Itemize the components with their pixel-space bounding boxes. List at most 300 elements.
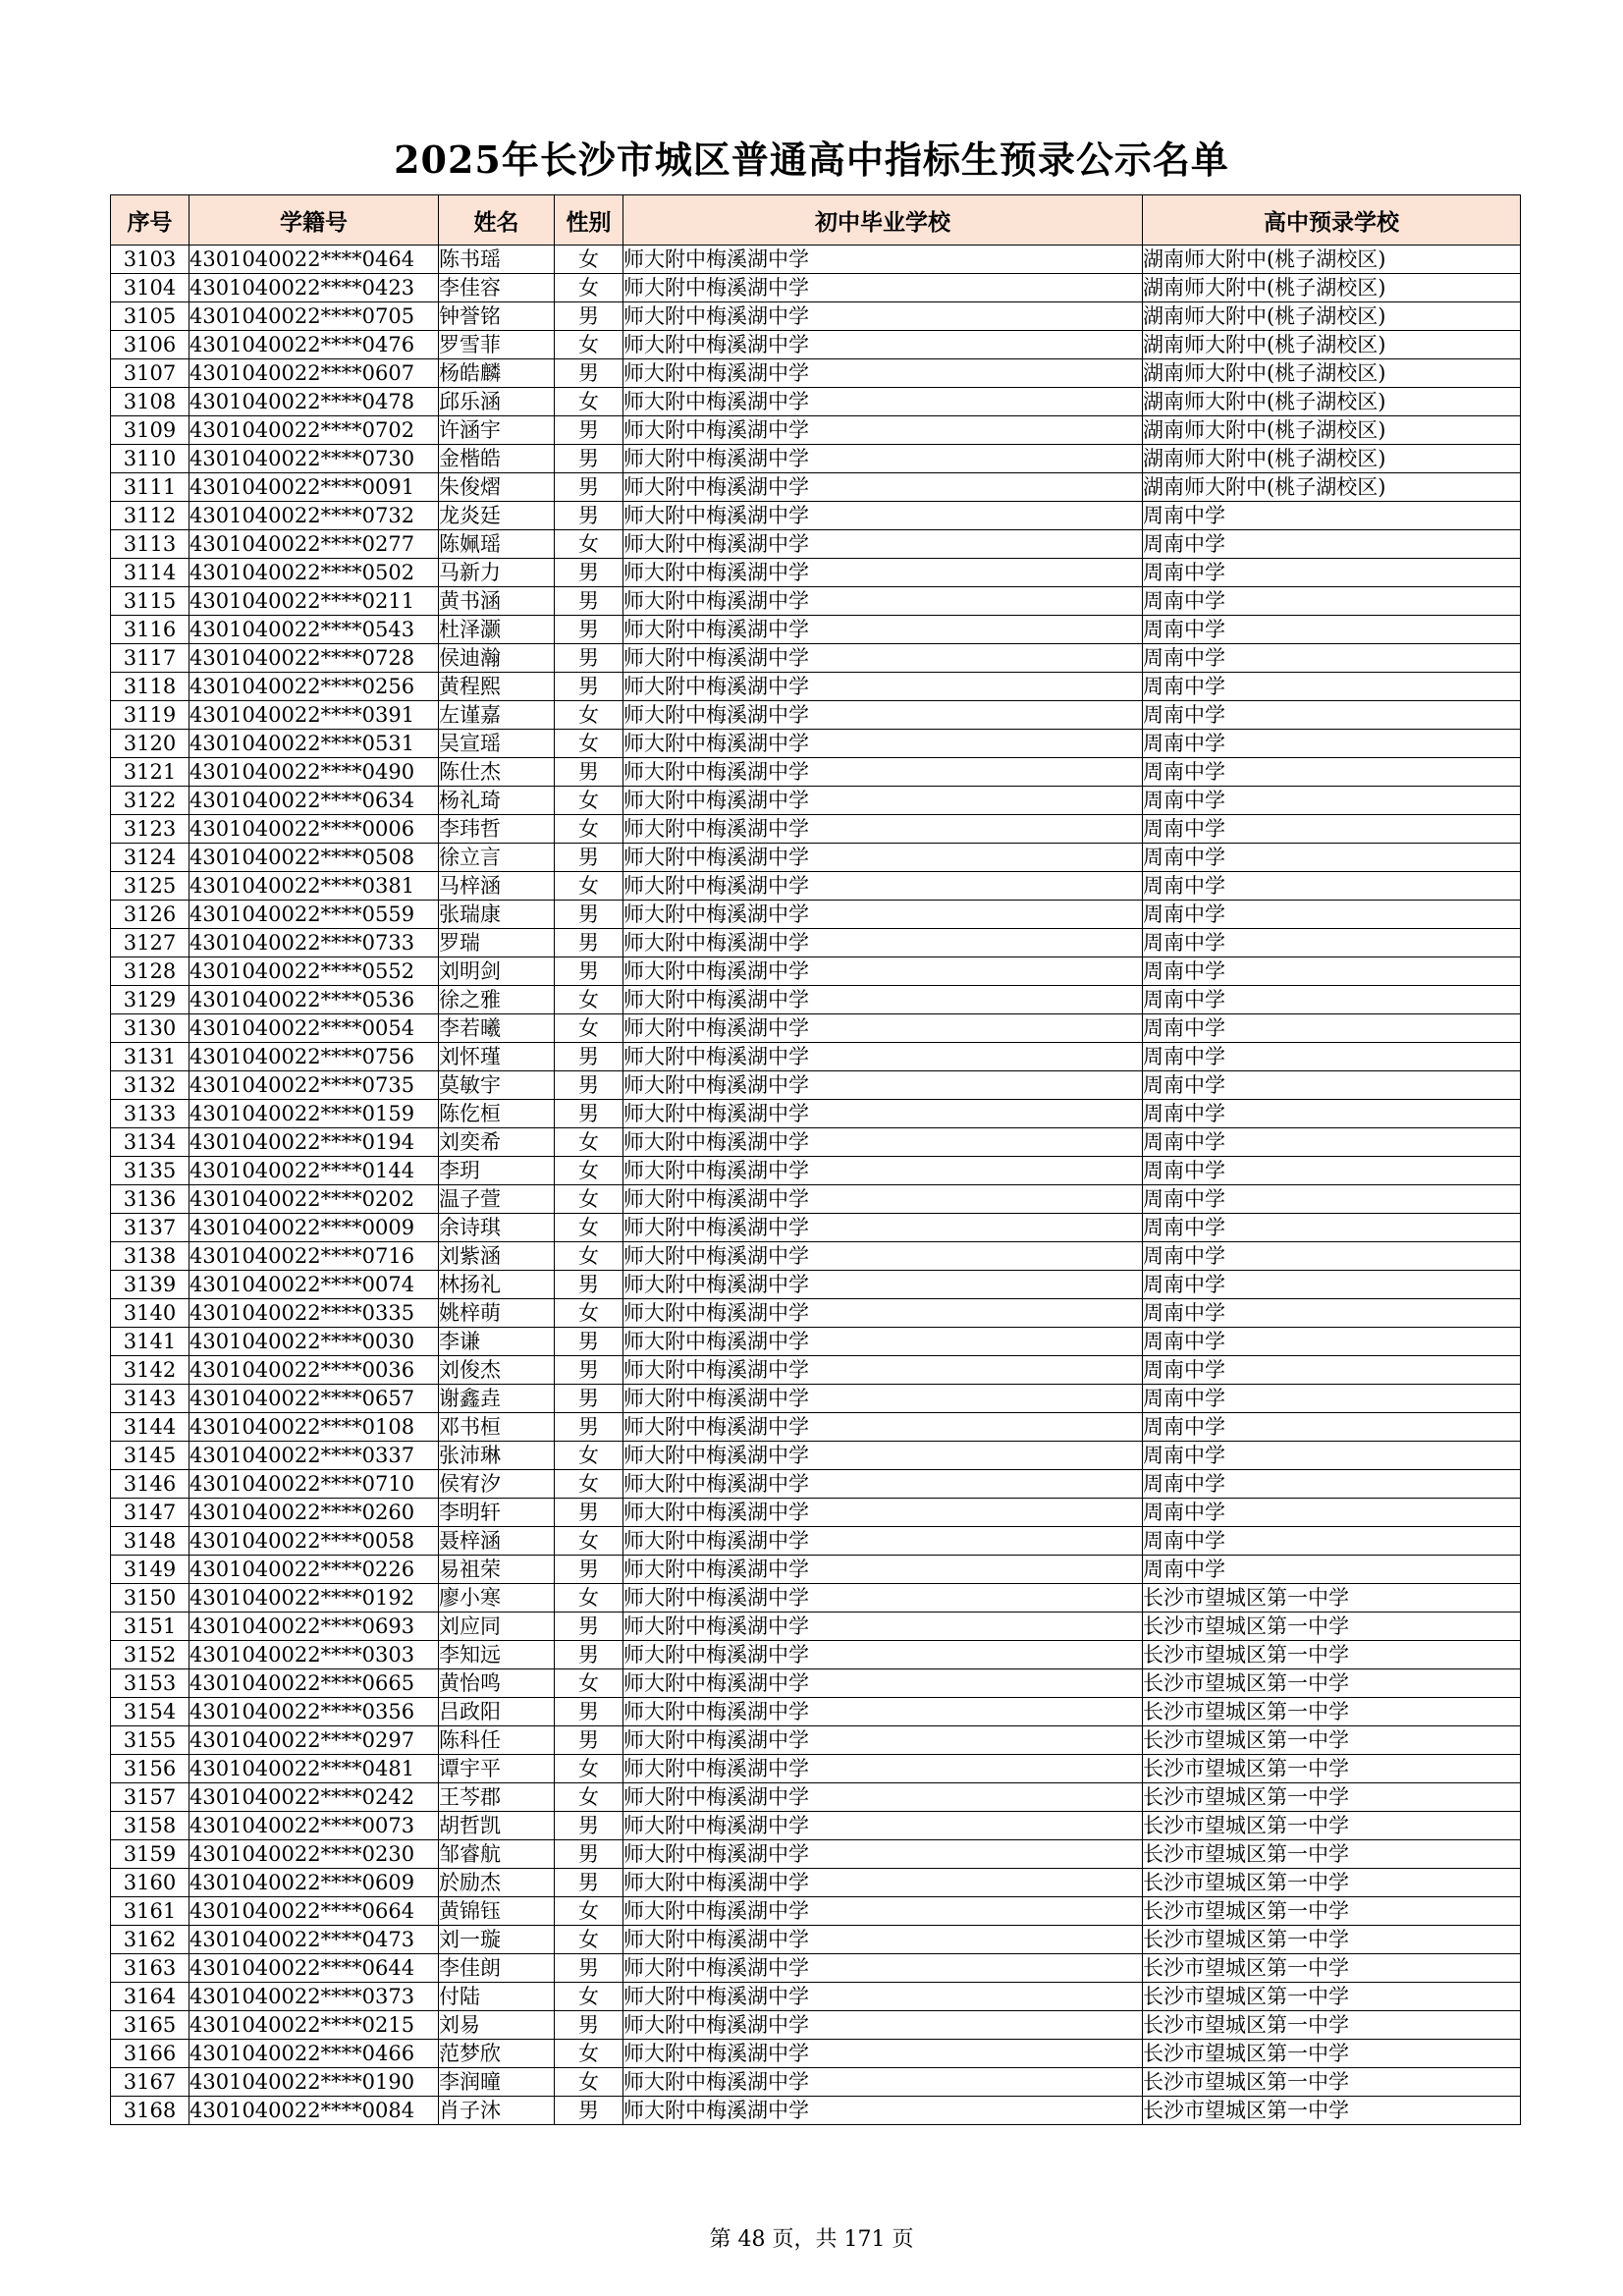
table-body (111, 246, 1521, 2125)
gender-cell: 女 (555, 1584, 623, 1613)
junior-school-cell: 师大附中梅溪湖中学 (623, 1897, 1143, 1926)
student-id-cell: 4301040022****0074 (189, 1271, 439, 1299)
student-name-cell: 陈仡桓 (439, 1100, 555, 1128)
junior-school-cell: 师大附中梅溪湖中学 (623, 1926, 1143, 1954)
serial-number-cell: 3154 (111, 1698, 189, 1726)
student-id-cell: 4301040022****0478 (189, 388, 439, 416)
senior-school-cell: 周南中学 (1143, 1271, 1521, 1299)
serial-number-cell: 3125 (111, 872, 189, 901)
student-name-cell: 黄锦钰 (439, 1897, 555, 1926)
junior-school-cell: 师大附中梅溪湖中学 (623, 1100, 1143, 1128)
junior-school-cell: 师大附中梅溪湖中学 (623, 1470, 1143, 1499)
table-row (111, 1755, 1521, 1783)
table-row (111, 1698, 1521, 1726)
serial-number-cell: 3145 (111, 1442, 189, 1470)
student-id-cell: 4301040022****0009 (189, 1214, 439, 1242)
table-row (111, 1926, 1521, 1954)
student-name-cell: 马新力 (439, 559, 555, 587)
serial-number-cell: 3148 (111, 1527, 189, 1556)
serial-number-cell: 3164 (111, 1983, 189, 2011)
junior-school-cell: 师大附中梅溪湖中学 (623, 1271, 1143, 1299)
gender-cell: 女 (555, 1755, 623, 1783)
serial-number-cell: 3104 (111, 274, 189, 302)
student-id-cell: 4301040022****0716 (189, 1242, 439, 1271)
senior-school-cell: 长沙市望城区第一中学 (1143, 1869, 1521, 1897)
student-name-cell: 刘怀瑾 (439, 1043, 555, 1071)
table-row (111, 2097, 1521, 2125)
student-id-cell: 4301040022****0732 (189, 502, 439, 530)
header-name: 姓名 (439, 195, 555, 246)
student-name-cell: 於励杰 (439, 1869, 555, 1897)
student-id-cell: 4301040022****0476 (189, 331, 439, 359)
table-row (111, 1157, 1521, 1185)
student-name-cell: 朱俊熠 (439, 473, 555, 502)
student-name-cell: 陈书瑶 (439, 246, 555, 274)
table-row (111, 2068, 1521, 2097)
junior-school-cell: 师大附中梅溪湖中学 (623, 1869, 1143, 1897)
gender-cell: 女 (555, 1983, 623, 2011)
student-id-cell: 4301040022****0144 (189, 1157, 439, 1185)
header-gender: 性别 (555, 195, 623, 246)
senior-school-cell: 长沙市望城区第一中学 (1143, 1669, 1521, 1698)
serial-number-cell: 3160 (111, 1869, 189, 1897)
junior-school-cell: 师大附中梅溪湖中学 (623, 872, 1143, 901)
serial-number-cell: 3156 (111, 1755, 189, 1783)
junior-school-cell: 师大附中梅溪湖中学 (623, 1954, 1143, 1983)
gender-cell: 女 (555, 1527, 623, 1556)
serial-number-cell: 3167 (111, 2068, 189, 2097)
student-id-cell: 4301040022****0108 (189, 1413, 439, 1442)
student-name-cell: 刘奕希 (439, 1128, 555, 1157)
serial-number-cell: 3147 (111, 1499, 189, 1527)
senior-school-cell: 周南中学 (1143, 872, 1521, 901)
junior-school-cell: 师大附中梅溪湖中学 (623, 530, 1143, 559)
table-row (111, 644, 1521, 673)
student-name-cell: 侯迪瀚 (439, 644, 555, 673)
senior-school-cell: 周南中学 (1143, 1442, 1521, 1470)
student-name-cell: 马梓涵 (439, 872, 555, 901)
senior-school-cell: 长沙市望城区第一中学 (1143, 2068, 1521, 2097)
gender-cell: 女 (555, 388, 623, 416)
student-name-cell: 李佳朗 (439, 1954, 555, 1983)
table-row (111, 1954, 1521, 1983)
table-row (111, 758, 1521, 787)
student-name-cell: 陈科任 (439, 1726, 555, 1755)
serial-number-cell: 3127 (111, 929, 189, 957)
student-name-cell: 张瑞康 (439, 901, 555, 929)
student-id-cell: 4301040022****0058 (189, 1527, 439, 1556)
senior-school-cell: 周南中学 (1143, 502, 1521, 530)
serial-number-cell: 3114 (111, 559, 189, 587)
table-row (111, 701, 1521, 730)
gender-cell: 女 (555, 1897, 623, 1926)
senior-school-cell: 周南中学 (1143, 957, 1521, 986)
table-row (111, 1185, 1521, 1214)
student-id-cell: 4301040022****0531 (189, 730, 439, 758)
student-name-cell: 龙炎廷 (439, 502, 555, 530)
gender-cell: 男 (555, 1271, 623, 1299)
student-id-cell: 4301040022****0665 (189, 1669, 439, 1698)
senior-school-cell: 周南中学 (1143, 758, 1521, 787)
student-id-cell: 4301040022****0730 (189, 445, 439, 473)
table-row (111, 2011, 1521, 2040)
serial-number-cell: 3161 (111, 1897, 189, 1926)
student-name-cell: 李若曦 (439, 1014, 555, 1043)
student-name-cell: 刘紫涵 (439, 1242, 555, 1271)
student-name-cell: 李润曈 (439, 2068, 555, 2097)
student-id-cell: 4301040022****0226 (189, 1556, 439, 1584)
junior-school-cell: 师大附中梅溪湖中学 (623, 1214, 1143, 1242)
table-row (111, 787, 1521, 815)
gender-cell: 女 (555, 701, 623, 730)
junior-school-cell: 师大附中梅溪湖中学 (623, 1128, 1143, 1157)
senior-school-cell: 长沙市望城区第一中学 (1143, 1840, 1521, 1869)
serial-number-cell: 3153 (111, 1669, 189, 1698)
student-name-cell: 黄书涵 (439, 587, 555, 616)
student-id-cell: 4301040022****0391 (189, 701, 439, 730)
table-row (111, 359, 1521, 388)
serial-number-cell: 3126 (111, 901, 189, 929)
gender-cell: 女 (555, 1242, 623, 1271)
senior-school-cell: 周南中学 (1143, 1157, 1521, 1185)
table-row (111, 502, 1521, 530)
table-row (111, 274, 1521, 302)
junior-school-cell: 师大附中梅溪湖中学 (623, 302, 1143, 331)
student-id-cell: 4301040022****0091 (189, 473, 439, 502)
junior-school-cell: 师大附中梅溪湖中学 (623, 1299, 1143, 1328)
senior-school-cell: 周南中学 (1143, 559, 1521, 587)
gender-cell: 女 (555, 1128, 623, 1157)
junior-school-cell: 师大附中梅溪湖中学 (623, 1328, 1143, 1356)
senior-school-cell: 湖南师大附中(桃子湖校区) (1143, 302, 1521, 331)
senior-school-cell: 周南中学 (1143, 787, 1521, 815)
student-name-cell: 侯宥汐 (439, 1470, 555, 1499)
student-name-cell: 廖小寒 (439, 1584, 555, 1613)
serial-number-cell: 3113 (111, 530, 189, 559)
table-row (111, 1783, 1521, 1812)
gender-cell: 男 (555, 2011, 623, 2040)
student-id-cell: 4301040022****0256 (189, 673, 439, 701)
junior-school-cell: 师大附中梅溪湖中学 (623, 1755, 1143, 1783)
table-row (111, 530, 1521, 559)
gender-cell: 男 (555, 1698, 623, 1726)
junior-school-cell: 师大附中梅溪湖中学 (623, 1499, 1143, 1527)
student-id-cell: 4301040022****0297 (189, 1726, 439, 1755)
senior-school-cell: 周南中学 (1143, 986, 1521, 1014)
student-id-cell: 4301040022****0657 (189, 1385, 439, 1413)
serial-number-cell: 3159 (111, 1840, 189, 1869)
student-id-cell: 4301040022****0735 (189, 1071, 439, 1100)
student-name-cell: 邓书桓 (439, 1413, 555, 1442)
header-serial-number: 序号 (111, 195, 189, 246)
junior-school-cell: 师大附中梅溪湖中学 (623, 1613, 1143, 1641)
gender-cell: 男 (555, 1641, 623, 1669)
table-row (111, 1442, 1521, 1470)
serial-number-cell: 3133 (111, 1100, 189, 1128)
senior-school-cell: 周南中学 (1143, 701, 1521, 730)
senior-school-cell: 周南中学 (1143, 1499, 1521, 1527)
serial-number-cell: 3141 (111, 1328, 189, 1356)
gender-cell: 男 (555, 302, 623, 331)
senior-school-cell: 周南中学 (1143, 1356, 1521, 1385)
junior-school-cell: 师大附中梅溪湖中学 (623, 1413, 1143, 1442)
serial-number-cell: 3115 (111, 587, 189, 616)
serial-number-cell: 3118 (111, 673, 189, 701)
student-name-cell: 温子萱 (439, 1185, 555, 1214)
junior-school-cell: 师大附中梅溪湖中学 (623, 701, 1143, 730)
junior-school-cell: 师大附中梅溪湖中学 (623, 1669, 1143, 1698)
senior-school-cell: 周南中学 (1143, 1100, 1521, 1128)
student-name-cell: 刘俊杰 (439, 1356, 555, 1385)
student-id-cell: 4301040022****0481 (189, 1755, 439, 1783)
senior-school-cell: 长沙市望城区第一中学 (1143, 2097, 1521, 2125)
gender-cell: 女 (555, 1185, 623, 1214)
gender-cell: 男 (555, 1812, 623, 1840)
table-row (111, 559, 1521, 587)
gender-cell: 女 (555, 1214, 623, 1242)
student-id-cell: 4301040022****0006 (189, 815, 439, 844)
student-name-cell: 谢鑫垚 (439, 1385, 555, 1413)
student-name-cell: 徐之雅 (439, 986, 555, 1014)
junior-school-cell: 师大附中梅溪湖中学 (623, 274, 1143, 302)
serial-number-cell: 3112 (111, 502, 189, 530)
serial-number-cell: 3130 (111, 1014, 189, 1043)
gender-cell: 男 (555, 1100, 623, 1128)
gender-cell: 男 (555, 616, 623, 644)
senior-school-cell: 长沙市望城区第一中学 (1143, 1584, 1521, 1613)
student-name-cell: 罗瑞 (439, 929, 555, 957)
header-student-id: 学籍号 (189, 195, 439, 246)
serial-number-cell: 3151 (111, 1613, 189, 1641)
gender-cell: 男 (555, 1869, 623, 1897)
gender-cell: 男 (555, 929, 623, 957)
gender-cell: 男 (555, 1840, 623, 1869)
serial-number-cell: 3106 (111, 331, 189, 359)
gender-cell: 男 (555, 673, 623, 701)
table-row (111, 957, 1521, 986)
table-row (111, 1356, 1521, 1385)
student-name-cell: 李玥 (439, 1157, 555, 1185)
serial-number-cell: 3137 (111, 1214, 189, 1242)
gender-cell: 男 (555, 1043, 623, 1071)
junior-school-cell: 师大附中梅溪湖中学 (623, 1014, 1143, 1043)
student-id-cell: 4301040022****0543 (189, 616, 439, 644)
table-row (111, 587, 1521, 616)
gender-cell: 男 (555, 1726, 623, 1755)
student-name-cell: 吕政阳 (439, 1698, 555, 1726)
gender-cell: 女 (555, 1926, 623, 1954)
table-row (111, 445, 1521, 473)
serial-number-cell: 3144 (111, 1413, 189, 1442)
table-row (111, 1726, 1521, 1755)
gender-cell: 男 (555, 1954, 623, 1983)
student-name-cell: 杨皓麟 (439, 359, 555, 388)
student-name-cell: 徐立言 (439, 844, 555, 872)
gender-cell: 男 (555, 587, 623, 616)
gender-cell: 女 (555, 1014, 623, 1043)
table-row (111, 1527, 1521, 1556)
senior-school-cell: 周南中学 (1143, 1413, 1521, 1442)
serial-number-cell: 3119 (111, 701, 189, 730)
junior-school-cell: 师大附中梅溪湖中学 (623, 844, 1143, 872)
senior-school-cell: 周南中学 (1143, 1185, 1521, 1214)
student-name-cell: 陈姵瑶 (439, 530, 555, 559)
student-id-cell: 4301040022****0607 (189, 359, 439, 388)
senior-school-cell: 长沙市望城区第一中学 (1143, 1783, 1521, 1812)
student-id-cell: 4301040022****0192 (189, 1584, 439, 1613)
serial-number-cell: 3140 (111, 1299, 189, 1328)
student-id-cell: 4301040022****0277 (189, 530, 439, 559)
gender-cell: 男 (555, 1385, 623, 1413)
serial-number-cell: 3165 (111, 2011, 189, 2040)
gender-cell: 女 (555, 787, 623, 815)
gender-cell: 男 (555, 445, 623, 473)
junior-school-cell: 师大附中梅溪湖中学 (623, 1983, 1143, 2011)
serial-number-cell: 3109 (111, 416, 189, 445)
senior-school-cell: 长沙市望城区第一中学 (1143, 1897, 1521, 1926)
serial-number-cell: 3139 (111, 1271, 189, 1299)
table-row (111, 1385, 1521, 1413)
gender-cell: 女 (555, 331, 623, 359)
page-title: 2025年长沙市城区普通高中指标生预录公示名单 (394, 137, 1229, 182)
student-id-cell: 4301040022****0373 (189, 1983, 439, 2011)
junior-school-cell: 师大附中梅溪湖中学 (623, 986, 1143, 1014)
senior-school-cell: 长沙市望城区第一中学 (1143, 1641, 1521, 1669)
serial-number-cell: 3135 (111, 1157, 189, 1185)
student-name-cell: 谭宇平 (439, 1755, 555, 1783)
table-row (111, 1271, 1521, 1299)
junior-school-cell: 师大附中梅溪湖中学 (623, 2040, 1143, 2068)
serial-number-cell: 3131 (111, 1043, 189, 1071)
senior-school-cell: 周南中学 (1143, 730, 1521, 758)
student-name-cell: 刘应同 (439, 1613, 555, 1641)
junior-school-cell: 师大附中梅溪湖中学 (623, 331, 1143, 359)
senior-school-cell: 周南中学 (1143, 901, 1521, 929)
junior-school-cell: 师大附中梅溪湖中学 (623, 559, 1143, 587)
table-row (111, 929, 1521, 957)
serial-number-cell: 3158 (111, 1812, 189, 1840)
student-name-cell: 莫敏宇 (439, 1071, 555, 1100)
table-row (111, 2040, 1521, 2068)
student-id-cell: 4301040022****0194 (189, 1128, 439, 1157)
junior-school-cell: 师大附中梅溪湖中学 (623, 1527, 1143, 1556)
senior-school-cell: 周南中学 (1143, 1385, 1521, 1413)
table-row (111, 1840, 1521, 1869)
table-row (111, 1071, 1521, 1100)
student-id-cell: 4301040022****0423 (189, 274, 439, 302)
student-list-table (110, 194, 1521, 2125)
student-id-cell: 4301040022****0728 (189, 644, 439, 673)
junior-school-cell: 师大附中梅溪湖中学 (623, 929, 1143, 957)
gender-cell: 男 (555, 502, 623, 530)
student-id-cell: 4301040022****0644 (189, 1954, 439, 1983)
table-row (111, 1897, 1521, 1926)
gender-cell: 男 (555, 1356, 623, 1385)
student-id-cell: 4301040022****0215 (189, 2011, 439, 2040)
table-row (111, 1100, 1521, 1128)
table-row (111, 1499, 1521, 1527)
table-row (111, 1214, 1521, 1242)
gender-cell: 女 (555, 530, 623, 559)
student-id-cell: 4301040022****0634 (189, 787, 439, 815)
gender-cell: 女 (555, 1299, 623, 1328)
senior-school-cell: 周南中学 (1143, 1328, 1521, 1356)
table-row (111, 1413, 1521, 1442)
student-id-cell: 4301040022****0702 (189, 416, 439, 445)
gender-cell: 女 (555, 730, 623, 758)
serial-number-cell: 3142 (111, 1356, 189, 1385)
senior-school-cell: 周南中学 (1143, 1128, 1521, 1157)
table-row (111, 1983, 1521, 2011)
senior-school-cell: 周南中学 (1143, 673, 1521, 701)
senior-school-cell: 周南中学 (1143, 1014, 1521, 1043)
student-id-cell: 4301040022****0159 (189, 1100, 439, 1128)
junior-school-cell: 师大附中梅溪湖中学 (623, 957, 1143, 986)
senior-school-cell: 周南中学 (1143, 1071, 1521, 1100)
student-id-cell: 4301040022****0337 (189, 1442, 439, 1470)
student-name-cell: 刘易 (439, 2011, 555, 2040)
junior-school-cell: 师大附中梅溪湖中学 (623, 644, 1143, 673)
serial-number-cell: 3149 (111, 1556, 189, 1584)
senior-school-cell: 周南中学 (1143, 1043, 1521, 1071)
senior-school-cell: 长沙市望城区第一中学 (1143, 1954, 1521, 1983)
junior-school-cell: 师大附中梅溪湖中学 (623, 502, 1143, 530)
senior-school-cell: 周南中学 (1143, 530, 1521, 559)
serial-number-cell: 3138 (111, 1242, 189, 1271)
serial-number-cell: 3117 (111, 644, 189, 673)
gender-cell: 男 (555, 644, 623, 673)
student-id-cell: 4301040022****0473 (189, 1926, 439, 1954)
student-id-cell: 4301040022****0335 (189, 1299, 439, 1328)
student-id-cell: 4301040022****0230 (189, 1840, 439, 1869)
table-row (111, 302, 1521, 331)
senior-school-cell: 周南中学 (1143, 644, 1521, 673)
table-row (111, 673, 1521, 701)
junior-school-cell: 师大附中梅溪湖中学 (623, 2068, 1143, 2097)
junior-school-cell: 师大附中梅溪湖中学 (623, 1356, 1143, 1385)
junior-school-cell: 师大附中梅溪湖中学 (623, 1584, 1143, 1613)
junior-school-cell: 师大附中梅溪湖中学 (623, 1442, 1143, 1470)
junior-school-cell: 师大附中梅溪湖中学 (623, 1840, 1143, 1869)
student-name-cell: 肖子沐 (439, 2097, 555, 2125)
junior-school-cell: 师大附中梅溪湖中学 (623, 587, 1143, 616)
junior-school-cell: 师大附中梅溪湖中学 (623, 246, 1143, 274)
student-name-cell: 刘明剑 (439, 957, 555, 986)
student-id-cell: 4301040022****0303 (189, 1641, 439, 1669)
student-id-cell: 4301040022****0664 (189, 1897, 439, 1926)
student-id-cell: 4301040022****0190 (189, 2068, 439, 2097)
student-name-cell: 聂梓涵 (439, 1527, 555, 1556)
senior-school-cell: 周南中学 (1143, 1214, 1521, 1242)
student-id-cell: 4301040022****0073 (189, 1812, 439, 1840)
table-row (111, 416, 1521, 445)
senior-school-cell: 长沙市望城区第一中学 (1143, 1755, 1521, 1783)
gender-cell: 女 (555, 1470, 623, 1499)
serial-number-cell: 3111 (111, 473, 189, 502)
student-name-cell: 黄程熙 (439, 673, 555, 701)
junior-school-cell: 师大附中梅溪湖中学 (623, 1185, 1143, 1214)
senior-school-cell: 周南中学 (1143, 844, 1521, 872)
junior-school-cell: 师大附中梅溪湖中学 (623, 1385, 1143, 1413)
gender-cell: 男 (555, 1556, 623, 1584)
student-id-cell: 4301040022****0084 (189, 2097, 439, 2125)
student-name-cell: 杨礼琦 (439, 787, 555, 815)
senior-school-cell: 湖南师大附中(桃子湖校区) (1143, 274, 1521, 302)
senior-school-cell: 周南中学 (1143, 1527, 1521, 1556)
student-id-cell: 4301040022****0508 (189, 844, 439, 872)
gender-cell: 女 (555, 274, 623, 302)
serial-number-cell: 3124 (111, 844, 189, 872)
